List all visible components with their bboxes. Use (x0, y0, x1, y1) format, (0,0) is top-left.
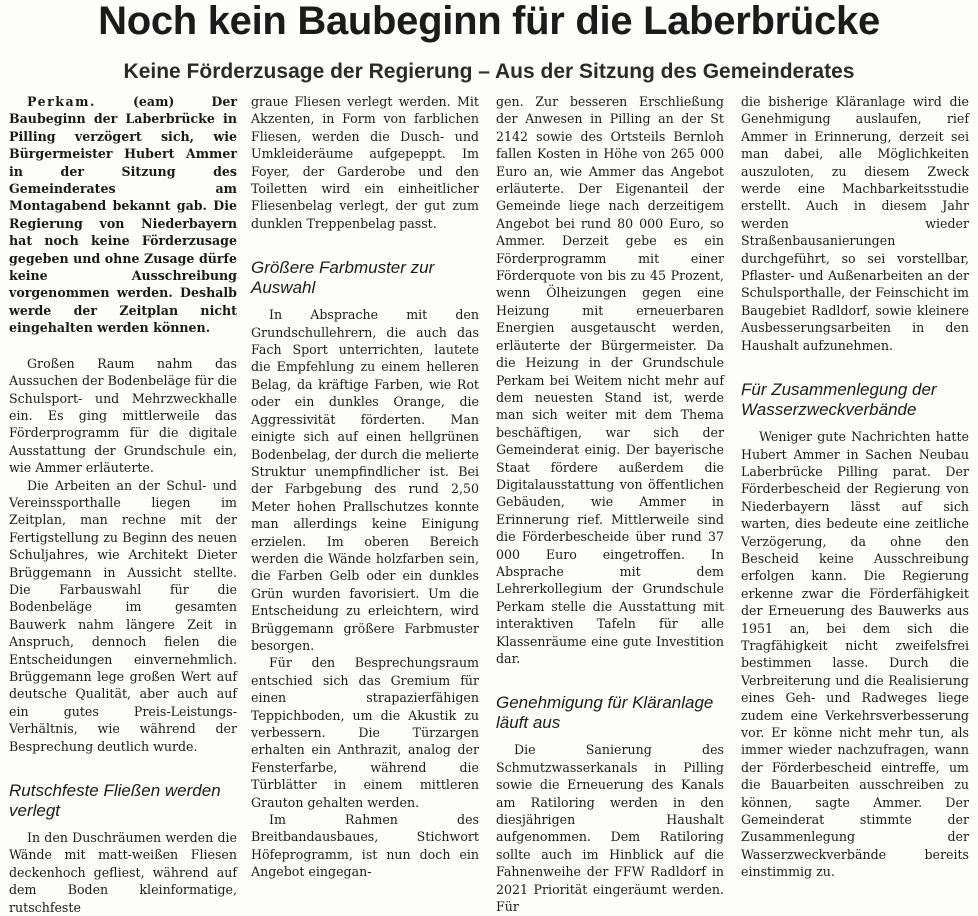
section-heading: Für Zusammenlegung der Wasserzweckverbände (741, 380, 937, 420)
body-paragraph: Die Arbeiten an der Schul- und Vereinssporthalle liegen im Zeitplan, man rechne mit der Fertigstellung zu Beginn des neuen Schuljahres, wie Architekt Dieter Brüggemann in Aussicht stellte. Die Farbauswahl für die Bodenbeläge im gesamten Bauwerk nahm längere Zeit in Anspruch, dennoch fielen die Entscheidungen einvernehmlich. Brüggemann lege großen Wert auf deutsche Qualität, aber auch auf ein gutes Preis-Leistungs-Verhältnis, wie während der Besprechung deutlich wurde. (9, 477, 237, 754)
body-paragraph: gen. Zur besseren Erschließung der Anwesen in Pilling an der St 2142 sowie des Ortsteils Bernloh fallen Kosten in Höhe von 265 000 Euro an, wie Ammer das Angebot erläuterte. Der Eigenanteil der Gemeinde liege nach derzeitigem Angebot bei rund 80 000 Euro, so Ammer. Derzeit gebe es ein Förderprogramm mit einer Förderquote von bis zu 45 Prozent, wenn Ölheizungen gegen eine Heizung mit erneuerbaren Energien ausgetauscht werden, erläuterte der Bürgermeister. Da die Heizung in der Grundschule Perkam bei Weitem nicht mehr auf dem neuesten Stand ist, werde man sich weiter mit dem Thema beschäftigen, war sich der Gemeinderat einig. Der bayerische Staat fördere außerdem die Digitalausstattung von öffentlichen Gebäuden, wie Ammer in Erinnerung rief. Mittlerweile sind die Förderbescheide über rund 37 000 Euro eingetroffen. In Absprache mit dem Lehrerkollegium der Grundschule Perkam stelle die Ausstattung mit interaktiven Tafeln für alle Klassenräume eine gute Investition dar. (496, 94, 724, 666)
body-paragraph: Weniger gute Nachrichten hatte Hubert Ammer in Sachen Neubau Laberbrücke Pilling parat. Der Förderbescheid der Regierung von Niederbayern lässt auf sich warten, dies bedeute eine zeitliche Verzögerung, da ohne den Bescheid keine Ausschreibung erfolgen kann. Die Regierung erkenne zwar die Förderfähigkeit der Erneuerung des Bauwerks aus 1951 an, bei dem sich die Tragfähigkeit nicht zweifelsfrei bestimmen lasse. Durch die Verbreiterung und die Realisierung eines Geh- und Radweges liege zudem eine Verkehrsverbesserung vor. Er könne nicht mehr tun, als immer wieder nachzufragen, wann der Förderbescheid eintreffe, um die Bauarbeiten ausschreiben zu können, sagte Ammer. Der Gemeinderat stimmte der Zusammenlegung der Wasserzweckverbände bereits einstimmig zu. (741, 429, 969, 880)
section-heading: Größere Farbmuster zur Auswahl (251, 258, 435, 298)
dateline-place: Perkam. (27, 94, 96, 109)
body-paragraph: Die Sanierung des Schmutzwasserkanals in Pilling sowie die Erneuerung des Kanals am Ratiloring werden in den diesjährigen Haushalt aufgenommen. Dem Ratiloring sollte auch im Hinblick auf die Fahnenweihe der FFW Radldorf in 2021 Priorität eingeräumt werden. Für (496, 742, 724, 915)
article-column-3 (496, 93, 724, 915)
body-paragraph: Großen Raum nahm das Aussuchen der Bodenbeläge für die Schulsport- und Mehrzweckhalle ein. Es ging mittlerweile das Förderprogramm für die digitale Ausstattung der Grundschule ein, wie Ammer erläuterte. (9, 355, 237, 476)
article-column-1 (9, 93, 237, 915)
body-paragraph: graue Fliesen verlegt werden. Mit Akzenten, in Form von farblichen Fliesen, werden die Dusch- und Umkleideräume aufgepeppt. Im Foyer, der Garderobe und den Toiletten wird ein einheitlicher Fliesenbelag verlegt, der gut zum dunklen Treppenbelag passt. (251, 94, 479, 231)
section-heading: Rutschfeste Fließen werden verlegt (9, 781, 221, 821)
section-heading: Genehmigung für Kläranlage läuft aus (496, 693, 714, 733)
body-paragraph: Für den Besprechungsraum entschied sich das Gremium für einen strapazierfähigen Teppichboden, um die Akustik zu verbessern. Die Türzargen erhalten ein Anthrazit, analog der Fensterfarbe, während die Türblätter in einem mittleren Grauton gehalten werden. (251, 655, 479, 810)
lead-paragraph (9, 93, 237, 337)
article-column-4 (741, 93, 969, 880)
subheadline: Keine Förderzusage der Regierung – Aus der Sitzung des Gemeinderates (123, 60, 855, 83)
body-paragraph: In Absprache mit den Grundschullehrern, die auch das Fach Sport unterrichten, lautete die Empfehlung zu einem helleren Belag, da kräftige Farben, wie Rot oder ein dunkles Orange, die Aggressivität förderten. Man einigte sich auf einen hellgrünen Bodenbelag, der durch die melierte Struktur unempfindlicher ist. Bei der Farbgebung des rund 2,50 Meter hohen Prallschutzes konnte man allerdings keine Einigung erzielen. Im oberen Bereich werden die Wände holzfarben sein, die Farben Gelb oder ein dunkles Grün wurden favorisiert. Um die Entscheidung zu erleichtern, wird Brüggemann größere Farbmuster besorgen. (251, 307, 479, 653)
body-paragraph: In den Duschräumen werden die Wände mit matt-weißen Fliesen deckenhoch gefliest, während auf dem Boden kleinformatige, rutschfeste (9, 830, 237, 915)
headline: Noch kein Baubeginn für die Laberbrücke (98, 0, 880, 43)
body-paragraph: Im Rahmen des Breitbandausbaues, Stichwort Höfeprogramm, ist nun doch ein Angebot eingegan- (251, 812, 479, 880)
lead-text: (eam) Der Baubeginn der Laberbrücke in Pilling verzögert sich, wie Bürgermeister Hubert Ammer in der Sitzung des Gemeinderates am Montagabend bekannt gab. Die Regierung von Niederbayern hat noch keine Förderzusage gegeben und ohne Zusage dürfe keine Ausschreibung vorgenommen werden. Deshalb werde der Zeitplan nicht eingehalten werden können. (9, 94, 237, 336)
body-paragraph: die bisherige Kläranlage wird die Genehmigung auslaufen, rief Ammer in Erinnerung, derzeit sei man dabei, alle Möglichkeiten auszuloten, zu diesem Zweck werde eine Machbarkeitsstudie erstellt. Auch in diesem Jahr werden wieder Straßenbausanierungen durchgeführt, so sei vorstellbar, Pflaster- und Außenarbeiten an der Schulsporthalle, der Feinschicht im Baugebiet Radldorf, sowie kleinere Ausbesserungsarbeiten in den Haushalt aufzunehmen. (741, 94, 969, 353)
article-column-2 (251, 93, 479, 880)
